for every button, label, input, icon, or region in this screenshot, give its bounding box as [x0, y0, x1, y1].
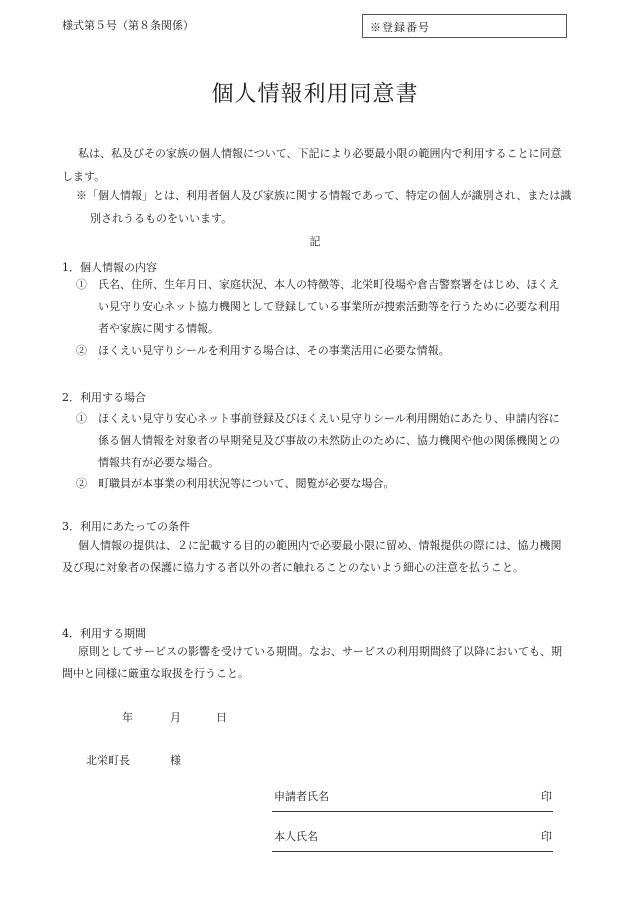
- addressee-name: 北栄町長: [86, 754, 130, 767]
- section-4-body: 原則としてサービスの影響を受けている期間。なお、サービスの利用期間終了以降においても、期間中と同様に厳重な取扱を行うこと。: [62, 645, 562, 680]
- section-2-heading: 2．利用する場合: [62, 391, 146, 404]
- principal-name-label: 本人氏名: [274, 830, 318, 843]
- registration-number-field[interactable]: ※登録番号: [362, 14, 567, 38]
- section-1-heading: 1．個人情報の内容: [62, 261, 157, 274]
- applicant-name-label: 申請者氏名: [274, 790, 329, 803]
- date-day-label: 日: [216, 711, 227, 724]
- applicant-signature-line[interactable]: [272, 811, 553, 812]
- section-4-heading: 4．利用する期間: [62, 627, 146, 640]
- intro-paragraph: 私は、私及びその家族の個人情報について、下記により必要最小限の範囲内で利用することに同意します。: [62, 147, 562, 183]
- document-title: 個人情報利用同意書: [211, 82, 419, 107]
- section-1-item-2: ② ほくえい見守りシールを利用する場合は、その事業活用に必要な情報。: [76, 344, 450, 357]
- date-year-label: 年: [122, 711, 133, 724]
- principal-seal-mark: 印: [541, 830, 552, 843]
- ki-marker: 記: [309, 235, 321, 248]
- section-2-item-2: ② 町職員が本事業の利用状況等について、閲覧が必要な場合。: [76, 477, 395, 490]
- date-month-label: 月: [170, 711, 181, 724]
- definition-note: ※「個人情報」とは、利用者個人及び家族に関する情報であって、特定の個人が識別され、または識別されうるものをいいます。: [76, 189, 572, 225]
- form-number: 様式第５号（第８条関係）: [62, 19, 194, 32]
- section-1-item-1: ① 氏名、住所、生年月日、家庭状況、本人の特徴等、北栄町役場や倉吉警察署をはじめ、ほくえい見守り安心ネット協力機関として登録している事業所が捜索活動等を行うために必要な利用者や家族に関する情報。: [76, 278, 560, 335]
- section-3-heading: 3．利用にあたっての条件: [62, 520, 190, 533]
- addressee-honorific: 様: [170, 754, 181, 767]
- applicant-seal-mark: 印: [541, 790, 552, 803]
- principal-signature-line[interactable]: [272, 851, 553, 852]
- section-3-body: 個人情報の提供は、２に記載する目的の範囲内で必要最小限に留め、情報提供の際には、協力機関及び現に対象者の保護に協力する者以外の者に触れることのないよう細心の注意を払うこと。: [62, 539, 562, 574]
- section-2-item-1: ① ほくえい見守り安心ネット事前登録及びほくえい見守りシール利用開始にあたり、申請内容に係る個人情報を対象者の早期発見及び事故の未然防止のために、協力機関や他の関係機関との情報共有が必要な場合。: [76, 412, 560, 469]
